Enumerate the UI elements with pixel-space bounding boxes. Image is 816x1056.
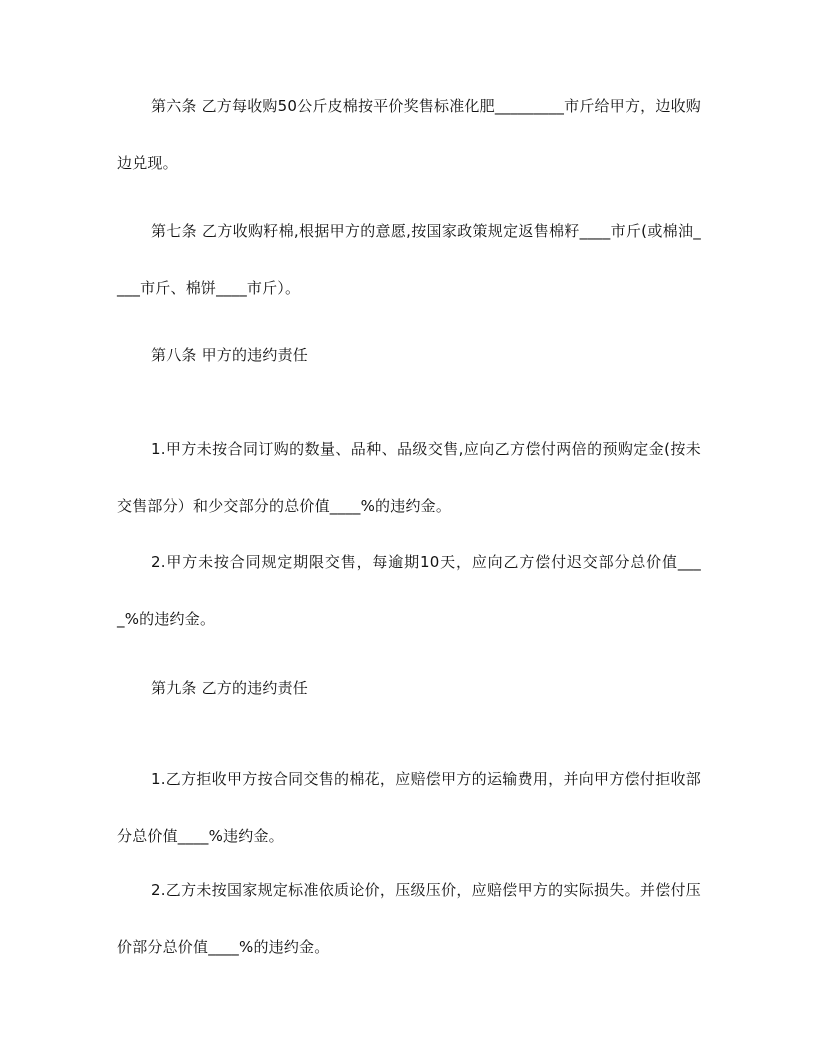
article-6-paragraph: 第六条 乙方每收购50公斤皮棉按平价奖售标准化肥_________市斤给甲方，边收购边兑现。 [117, 97, 701, 172]
article-9-item-1: 1.乙方拒收甲方按合同交售的棉花，应赔偿甲方的运输费用，并向甲方偿付拒收部分总价值____%违约金。 [117, 770, 701, 845]
article-9-item-2: 2.乙方未按国家规定标准依质论价，压级压价，应赔偿甲方的实际损失。并偿付压价部分总价值____%的违约金。 [117, 881, 701, 956]
article-8-heading: 第八条 甲方的违约责任 [151, 346, 308, 364]
article-8-item-1: 1.甲方未按合同订购的数量、品种、品级交售,应向乙方偿付两倍的预购定金(按未交售部分）和少交部分的总价值____%的违约金。 [117, 440, 701, 515]
article-9-heading: 第九条 乙方的违约责任 [151, 679, 308, 697]
article-7-paragraph: 第七条 乙方收购籽棉,根据甲方的意愿,按国家政策规定返售棉籽____市斤(或棉油____市斤、棉饼____市斤）。 [117, 222, 701, 297]
article-8-item-2: 2.甲方未按合同规定期限交售，每逾期10天，应向乙方偿付迟交部分总价值____%的违约金。 [117, 553, 701, 628]
